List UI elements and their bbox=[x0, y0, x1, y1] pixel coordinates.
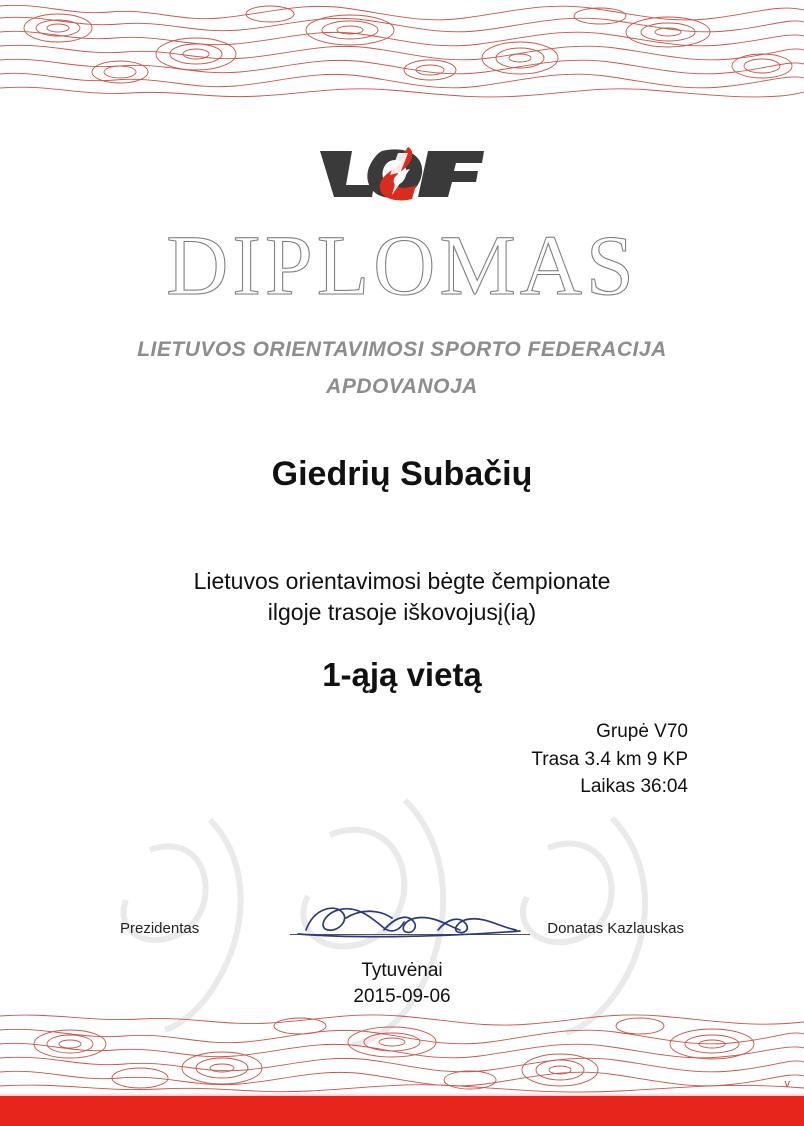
detail-course: Trasa 3.4 km 9 KP bbox=[531, 748, 688, 770]
signature-row bbox=[0, 910, 804, 950]
location-text: Tytuvėnai bbox=[361, 960, 443, 981]
result-details bbox=[0, 718, 804, 801]
signature-name: Donatas Kazlauskas bbox=[547, 920, 684, 937]
detail-group: Grupė V70 bbox=[596, 721, 688, 742]
award-description-line-2: ilgoje trasoje iškovojusį(ią) bbox=[267, 599, 537, 626]
award-description bbox=[0, 566, 804, 628]
award-description-line-1: Lietuvos orientavimosi bėgte čempionate bbox=[193, 568, 611, 594]
date-text: 2015-09-06 bbox=[353, 985, 451, 1007]
organization-line-2: APDOVANOJA bbox=[326, 375, 478, 398]
signature-role: Prezidentas bbox=[120, 920, 200, 937]
award-place: 1-ąją vietą bbox=[322, 656, 482, 693]
detail-time: Laikas 36:04 bbox=[580, 776, 688, 798]
top-contour-decoration bbox=[0, 0, 804, 100]
location-date-block bbox=[0, 958, 804, 1009]
page-title: DIPLOMAS bbox=[166, 217, 638, 313]
bottom-contour-decoration bbox=[0, 1010, 804, 1095]
corner-mark: v bbox=[784, 1078, 790, 1090]
organization-line-1: LIETUVOS ORIENTAVIMOSI SPORTO FEDERACIJA bbox=[137, 338, 667, 361]
signature-scribble bbox=[288, 900, 538, 946]
bottom-accent-bar bbox=[0, 1096, 804, 1126]
losf-logo bbox=[0, 145, 804, 212]
recipient-name: Giedrių Subačių bbox=[271, 455, 533, 493]
